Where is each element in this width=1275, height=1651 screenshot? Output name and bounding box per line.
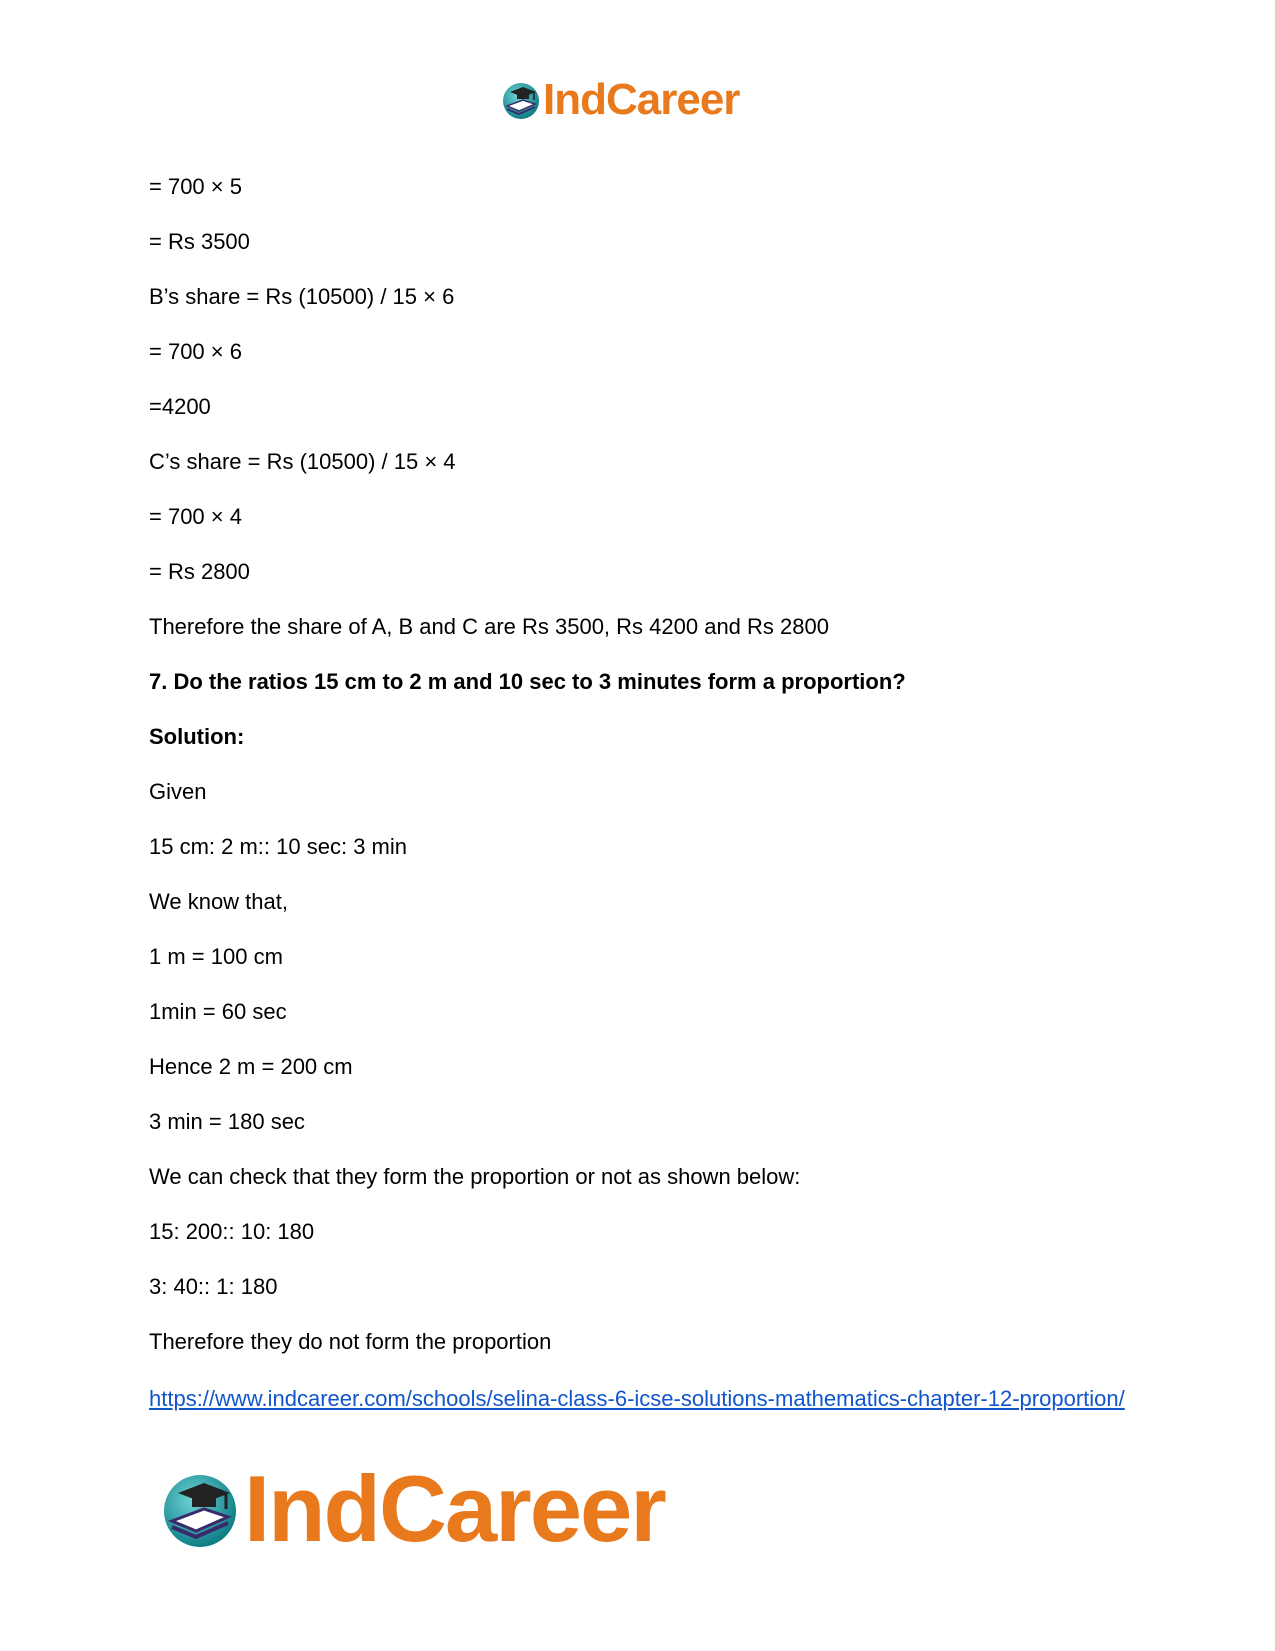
question-heading: Solution: xyxy=(149,724,245,749)
graduation-book-icon xyxy=(160,1469,240,1549)
text-line: C’s share = Rs (10500) / 15 × 4 xyxy=(149,449,456,474)
text-line: 1 m = 100 cm xyxy=(149,944,283,969)
text-line: B’s share = Rs (10500) / 15 × 6 xyxy=(149,284,455,309)
text-line: Therefore they do not form the proportion xyxy=(149,1329,552,1354)
question-heading: 7. Do the ratios 15 cm to 2 m and 10 sec to 3 minutes form a proportion? xyxy=(149,669,906,694)
source-link[interactable]: https://www.indcareer.com/schools/selina-class-6-icse-solutions-mathematics-chapter-12-proportion/ xyxy=(149,1386,1125,1411)
text-line: 3 min = 180 sec xyxy=(149,1109,305,1134)
text-line: = 700 × 6 xyxy=(149,339,242,364)
text-line: We know that, xyxy=(149,889,288,914)
text-line: 15 cm: 2 m:: 10 sec: 3 min xyxy=(149,834,407,859)
logo-text: IndCareer xyxy=(244,1456,665,1561)
text-line: 3: 40:: 1: 180 xyxy=(149,1274,278,1299)
text-line: Therefore the share of A, B and C are Rs 3500, Rs 4200 and Rs 2800 xyxy=(149,614,829,639)
text-line: Hence 2 m = 200 cm xyxy=(149,1054,353,1079)
graduation-book-icon xyxy=(501,80,541,120)
text-line: = Rs 3500 xyxy=(149,229,250,254)
text-line: = 700 × 4 xyxy=(149,504,242,529)
text-line: Given xyxy=(149,779,207,804)
text-line: 1min = 60 sec xyxy=(149,999,287,1024)
footer-logo xyxy=(160,1456,665,1561)
text-line: =4200 xyxy=(149,394,211,419)
document-body xyxy=(149,172,1129,1382)
text-line: = Rs 2800 xyxy=(149,559,250,584)
text-line: 15: 200:: 10: 180 xyxy=(149,1219,315,1244)
logo-text: IndCareer xyxy=(543,75,740,124)
text-line: = 700 × 5 xyxy=(149,174,242,199)
header-logo xyxy=(501,75,740,124)
text-line: We can check that they form the proportion or not as shown below: xyxy=(149,1164,801,1189)
